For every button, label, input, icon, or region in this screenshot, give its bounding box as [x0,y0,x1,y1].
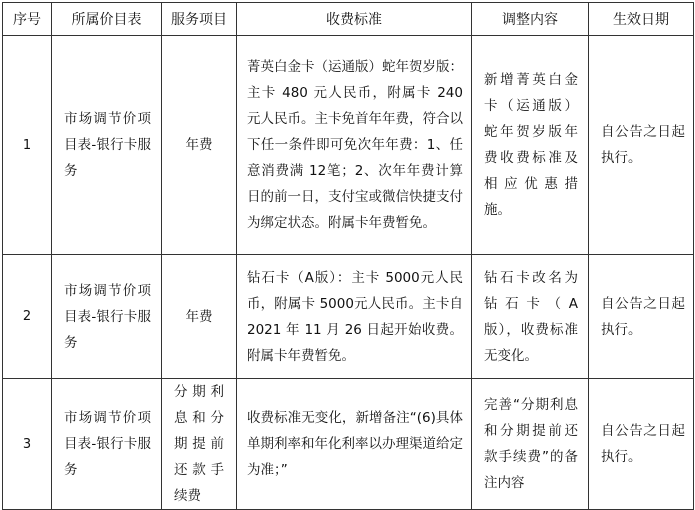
row-catalog: 市场调节价项目表-银行卡服务 [52,36,162,255]
row-standard: 收费标准无变化，新增备注“(6)具体单期利率和年化利率以办理渠道给定为准；” [237,379,472,510]
row-effective: 自公告之日起执行。 [589,379,694,510]
row-seq: 2 [3,255,52,379]
row-standard: 钻石卡（A版）：主卡 5000元人民币，附属卡 5000元人民币。主卡自 2021 年 11 月 26 日起开始收费。附属卡年费暂免。 [237,255,472,379]
header-row [3,3,694,36]
row-effective: 自公告之日起执行。 [589,255,694,379]
header-catalog: 所属价目表 [52,3,162,36]
row-seq: 3 [3,379,52,510]
header-adjustment: 调整内容 [472,3,589,36]
row-catalog: 市场调节价项目表-银行卡服务 [52,255,162,379]
row-seq: 1 [3,36,52,255]
row-service: 年费 [162,255,237,379]
header-seq: 序号 [3,3,52,36]
header-standard: 收费标准 [237,3,472,36]
row-service: 年费 [162,36,237,255]
row-adjustment: 钻石卡改名为钻石卡（A版），收费标准无变化。 [472,255,589,379]
row-service: 分期利息和分期提前还款手续费 [162,379,237,510]
header-effective: 生效日期 [589,3,694,36]
header-service: 服务项目 [162,3,237,36]
table-row [3,255,694,379]
row-adjustment: 完善“分期利息和分期提前还款手续费”的备注内容 [472,379,589,510]
row-effective: 自公告之日起执行。 [589,36,694,255]
table-row [3,36,694,255]
row-adjustment: 新增菁英白金卡（运通版）蛇年贺岁版年费收费标准及相应优惠措施。 [472,36,589,255]
row-catalog: 市场调节价项目表-银行卡服务 [52,379,162,510]
fee-adjustment-table [2,2,694,510]
table-row [3,379,694,510]
row-standard: 菁英白金卡（运通版）蛇年贺岁版：主卡 480 元人民币，附属卡 240 元人民币。主卡免首年年费，符合以下任一条件即可免次年年费：1、任意消费满 12笔；2、次年年费计算日的前一日，支付宝或微信快捷支付为绑定状态。附属卡年费暂免。 [237,36,472,255]
